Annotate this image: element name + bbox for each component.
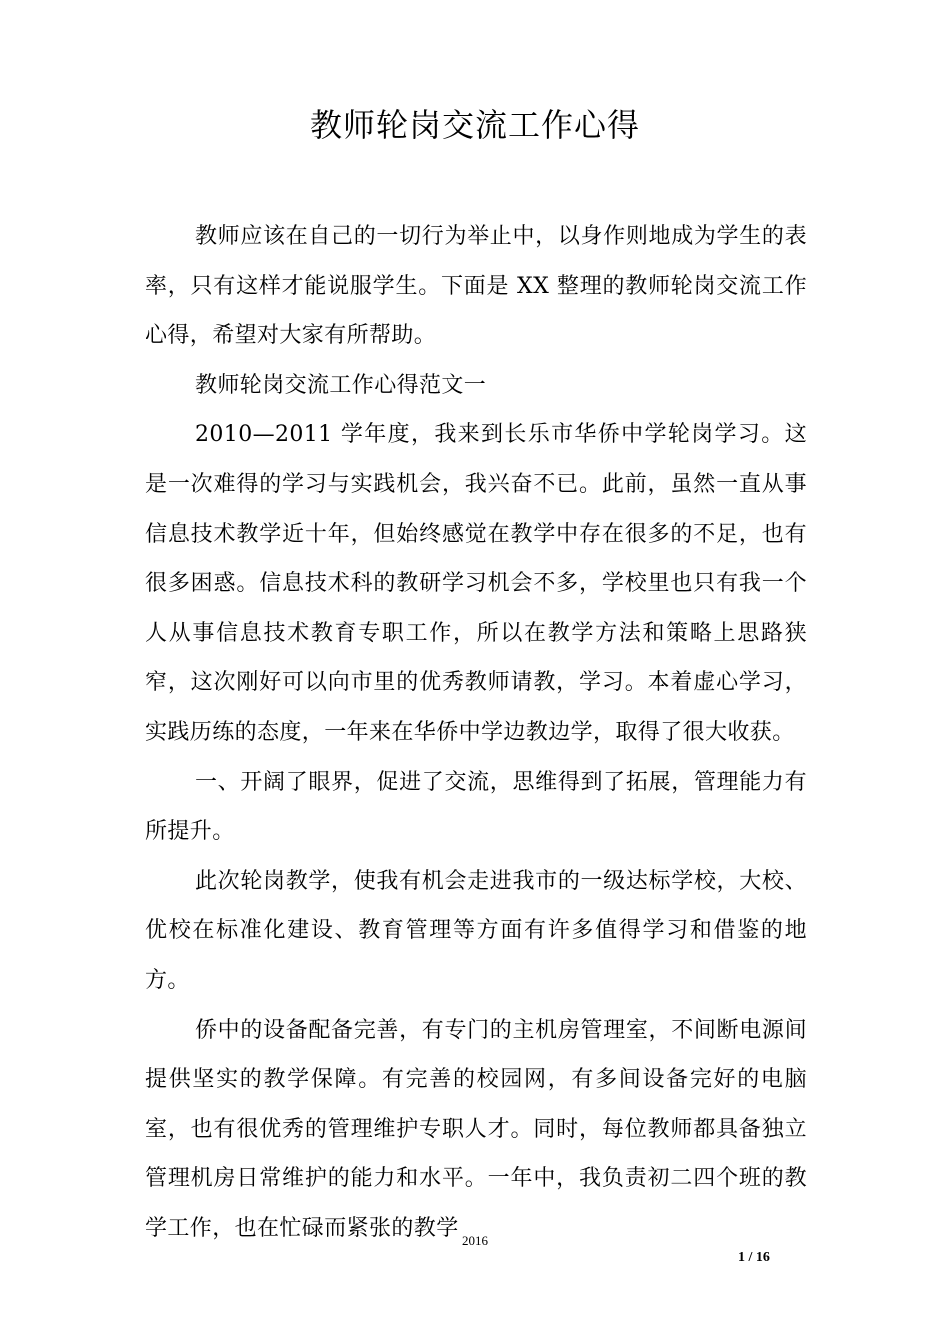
- footer-year: 2016: [462, 1233, 488, 1248]
- document-body: [145, 212, 807, 1253]
- document-title: 教师轮岗交流工作心得: [309, 106, 640, 144]
- paragraph-intro: 教师应该在自己的一切行为举止中，以身作则地成为学生的表率，只有这样才能说服学生。下面是 XX 整理的教师轮岗交流工作心得，希望对大家有所帮助。: [145, 224, 807, 349]
- page-number: 1 / 16: [738, 1250, 770, 1265]
- paragraph-section-heading: 一、开阔了眼界，促进了交流，思维得到了拓展，管理能力有所提升。: [145, 769, 807, 845]
- paragraph-equipment: 侨中的设备配备完善，有专门的主机房管理室，不间断电源间提供坚实的教学保障。有完善的校园网，有多间设备完好的电脑室，也有很优秀的管理维护专职人才。同时，每位教师都具备独立管理机房日常维护的能力和水平。一年中，我负责初二四个班的教学工作，也在忙碌而紧张的教学: [145, 1017, 807, 1241]
- paragraph-background: 2010—2011 学年度，我来到长乐市华侨中学轮岗学习。这是一次难得的学习与实践机会，我兴奋不已。此前，虽然一直从事信息技术教学近十年，但始终感觉在教学中存在很多的不足，也有很多困惑。信息技术科的教研学习机会不多，学校里也只有我一个人从事信息技术教育专职工作，所以在教学方法和策略上思路狭窄，这次刚好可以向市里的优秀教师请教，学习。本着虚心学习，实践历练的态度，一年来在华侨中学边教边学，取得了很大收获。: [145, 422, 807, 745]
- paragraph-school-visit: 此次轮岗教学，使我有机会走进我市的一级达标学校，大校、优校在标准化建设、教育管理等方面有许多值得学习和借鉴的地方。: [145, 868, 807, 993]
- paragraph-subheading: 教师轮岗交流工作心得范文一: [195, 372, 487, 398]
